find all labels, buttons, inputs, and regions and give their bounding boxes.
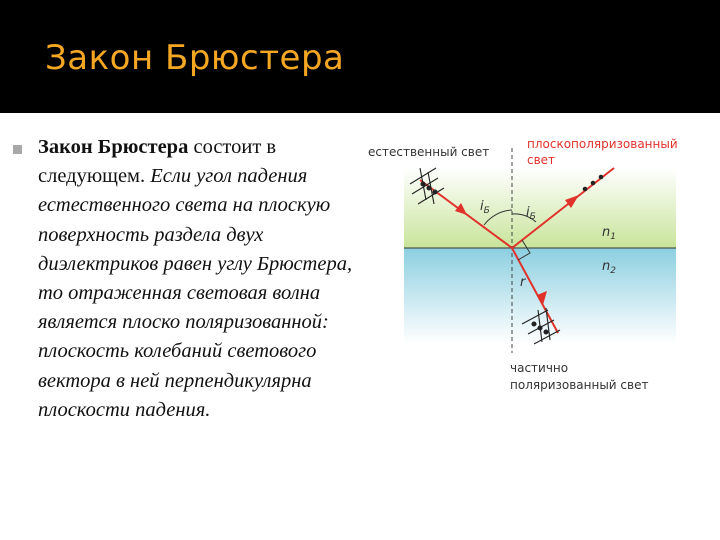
bullet-text <box>38 133 368 425</box>
label-polarized-line1: плоскополяризованный <box>527 137 678 151</box>
label-reflected-angle: $i_Б$ <box>526 205 536 222</box>
label-incident-angle: $i_Б$ <box>480 199 490 216</box>
bullet-marker <box>13 145 22 154</box>
label-partial-line2: поляризованный свет <box>510 378 649 392</box>
bullet-lead-rest: состоит в следующем. <box>38 136 277 188</box>
brewster-diagram <box>362 128 720 400</box>
label-natural-light: естественный свет <box>368 145 490 159</box>
bullet-lead-bold: Закон Брюстера <box>38 136 189 158</box>
label-refracted-angle: r <box>520 275 526 290</box>
slide-title: Закон Брюстера <box>45 38 345 78</box>
label-medium-2: $n_2$ <box>602 259 616 276</box>
label-polarized-line2: свет <box>527 153 556 167</box>
label-partial-line1: частично <box>510 361 569 375</box>
title-bar <box>0 0 720 113</box>
medium-1-region <box>404 168 676 248</box>
label-medium-1: $n_1$ <box>602 225 616 242</box>
bullet-italic: Если угол падения естественного света на плоскую поверхность раздела двух диэлектриков равен углу Брюстера, то отраженная световая волна является плоско поляризованной: плоскость колебаний светового вектора в ней перпендикулярна плоскости падения. <box>38 165 353 421</box>
